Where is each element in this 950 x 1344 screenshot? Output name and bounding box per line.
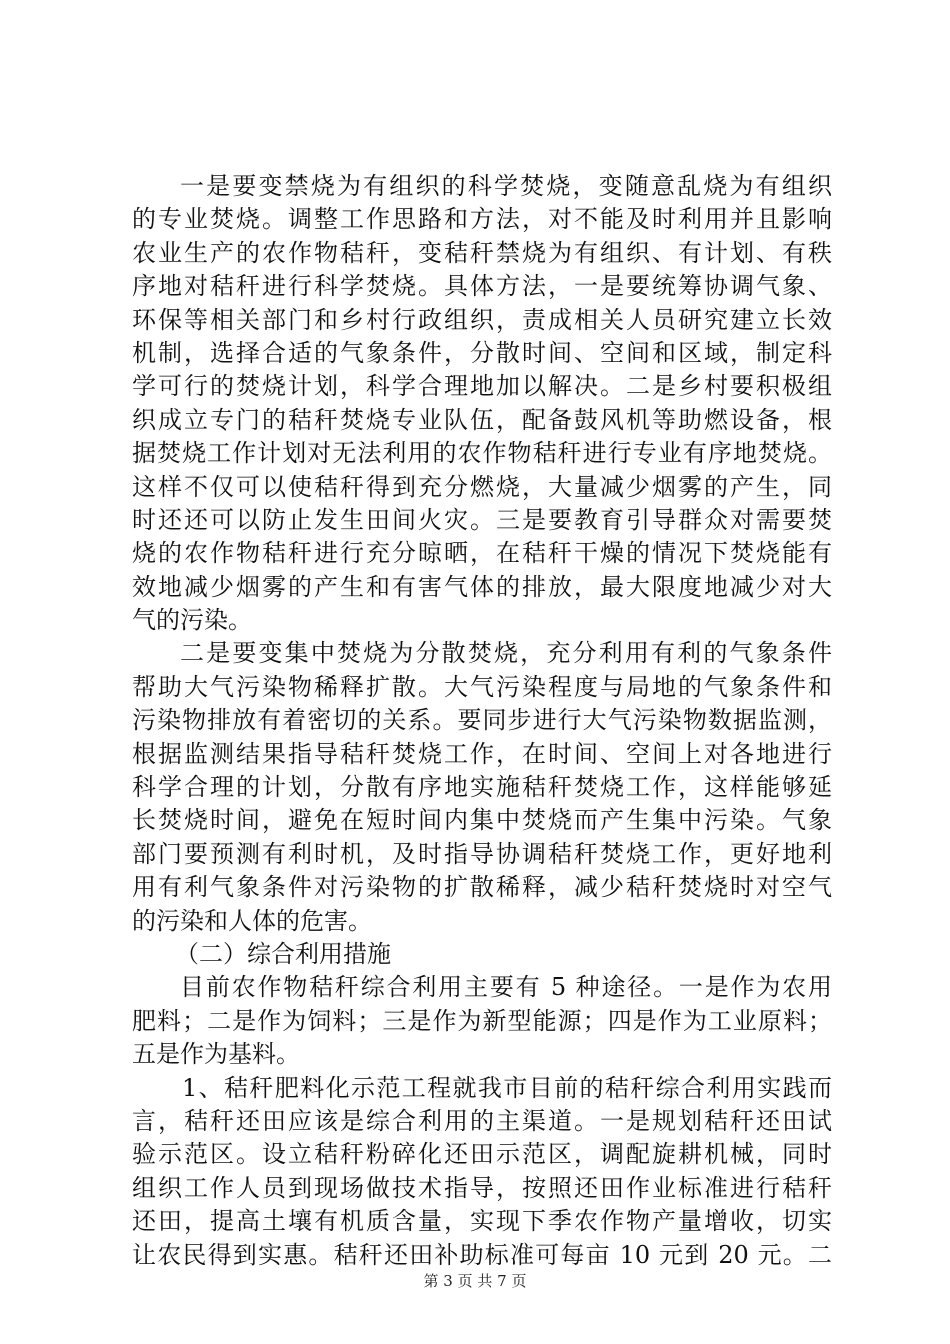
text-line: 肥料；二是作为饲料；三是作为新型能源；四是作为工业原料； [132,1006,832,1035]
text-line: 一是要变禁烧为有组织的科学焚烧，变随意乱烧为有组织 [180,172,832,200]
text-line: 根据监测结果指导秸秆焚烧工作，在时间、空间上对各地进行 [132,739,832,768]
text-line: 帮助大气污染物稀释扩散。大气污染程度与局地的气象条件和 [132,672,832,701]
text-line: 环保等相关部门和乡村行政组织，责成相关人员研究建立长效 [132,305,832,334]
text-line: 二是要变集中焚烧为分散焚烧，充分利用有利的气象条件 [180,639,832,668]
text-line: 言，秸秆还田应该是综合利用的主渠道。一是规划秸秆还田试 [132,1106,832,1135]
text-line: 验示范区。设立秸秆粉碎化还田示范区，调配旋耕机械，同时 [132,1140,832,1169]
text-line: 1、秸秆肥料化示范工程就我市目前的秸秆综合利用实践而 [182,1073,832,1102]
text-line: 长焚烧时间，避免在短时间内集中焚烧而产生集中污染。气象 [132,806,832,835]
text-line: 序地对秸秆进行科学焚烧。具体方法，一是要统筹协调气象、 [132,272,832,301]
text-line: 组织工作人员到现场做技术指导，按照还田作业标准进行秸秆 [132,1173,832,1202]
text-line: 的污染和人体的危害。 [132,906,372,935]
text-line: 部门要预测有利时机，及时指导协调秸秆焚烧工作，更好地利 [132,839,832,868]
text-line: 烧的农作物秸秆进行充分晾晒，在秸秆干燥的情况下焚烧能有 [132,539,832,568]
page-footer: 第 3 页 共 7 页 [423,1272,527,1290]
text-line: 效地减少烟雾的产生和有害气体的排放，最大限度地减少对大 [132,572,832,601]
text-line: 用有利气象条件对污染物的扩散稀释，减少秸秆焚烧时对空气 [132,873,832,902]
text-line: 机制，选择合适的气象条件，分散时间、空间和区域，制定科 [132,338,832,367]
text-line: 目前农作物秸秆综合利用主要有 5 种途径。一是作为农用 [180,973,832,1002]
text-line: 的专业焚烧。调整工作思路和方法，对不能及时利用并且影响 [132,205,832,234]
text-line: 还田，提高土壤有机质含量，实现下季农作物产量增收，切实 [132,1207,832,1236]
text-line: 织成立专门的秸秆焚烧专业队伍，配备鼓风机等助燃设备，根 [132,405,832,434]
text-line: 气的污染。 [132,606,252,635]
text-line: 学可行的焚烧计划，科学合理地加以解决。二是乡村要积极组 [132,372,832,401]
section-heading: （二）综合利用措施 [175,939,391,968]
text-line: 农业生产的农作物秸秆，变秸秆禁烧为有组织、有计划、有秩 [132,238,832,267]
text-line: 据焚烧工作计划对无法利用的农作物秸秆进行专业有序地焚烧。 [132,439,832,468]
text-line: 时还还可以防止发生田间火灾。三是要教育引导群众对需要焚 [132,505,832,534]
text-line: 五是作为基料。 [132,1040,300,1069]
document-body [132,170,832,1272]
text-line: 让农民得到实惠。秸秆还田补助标准可每亩 10 元到 20 元。二 [132,1240,832,1269]
text-line: 科学合理的计划，分散有序地实施秸秆焚烧工作，这样能够延 [132,773,832,802]
text-line: 这样不仅可以使秸秆得到充分燃烧，大量减少烟雾的产生，同 [132,472,832,501]
text-line: 污染物排放有着密切的关系。要同步进行大气污染物数据监测， [132,706,832,735]
